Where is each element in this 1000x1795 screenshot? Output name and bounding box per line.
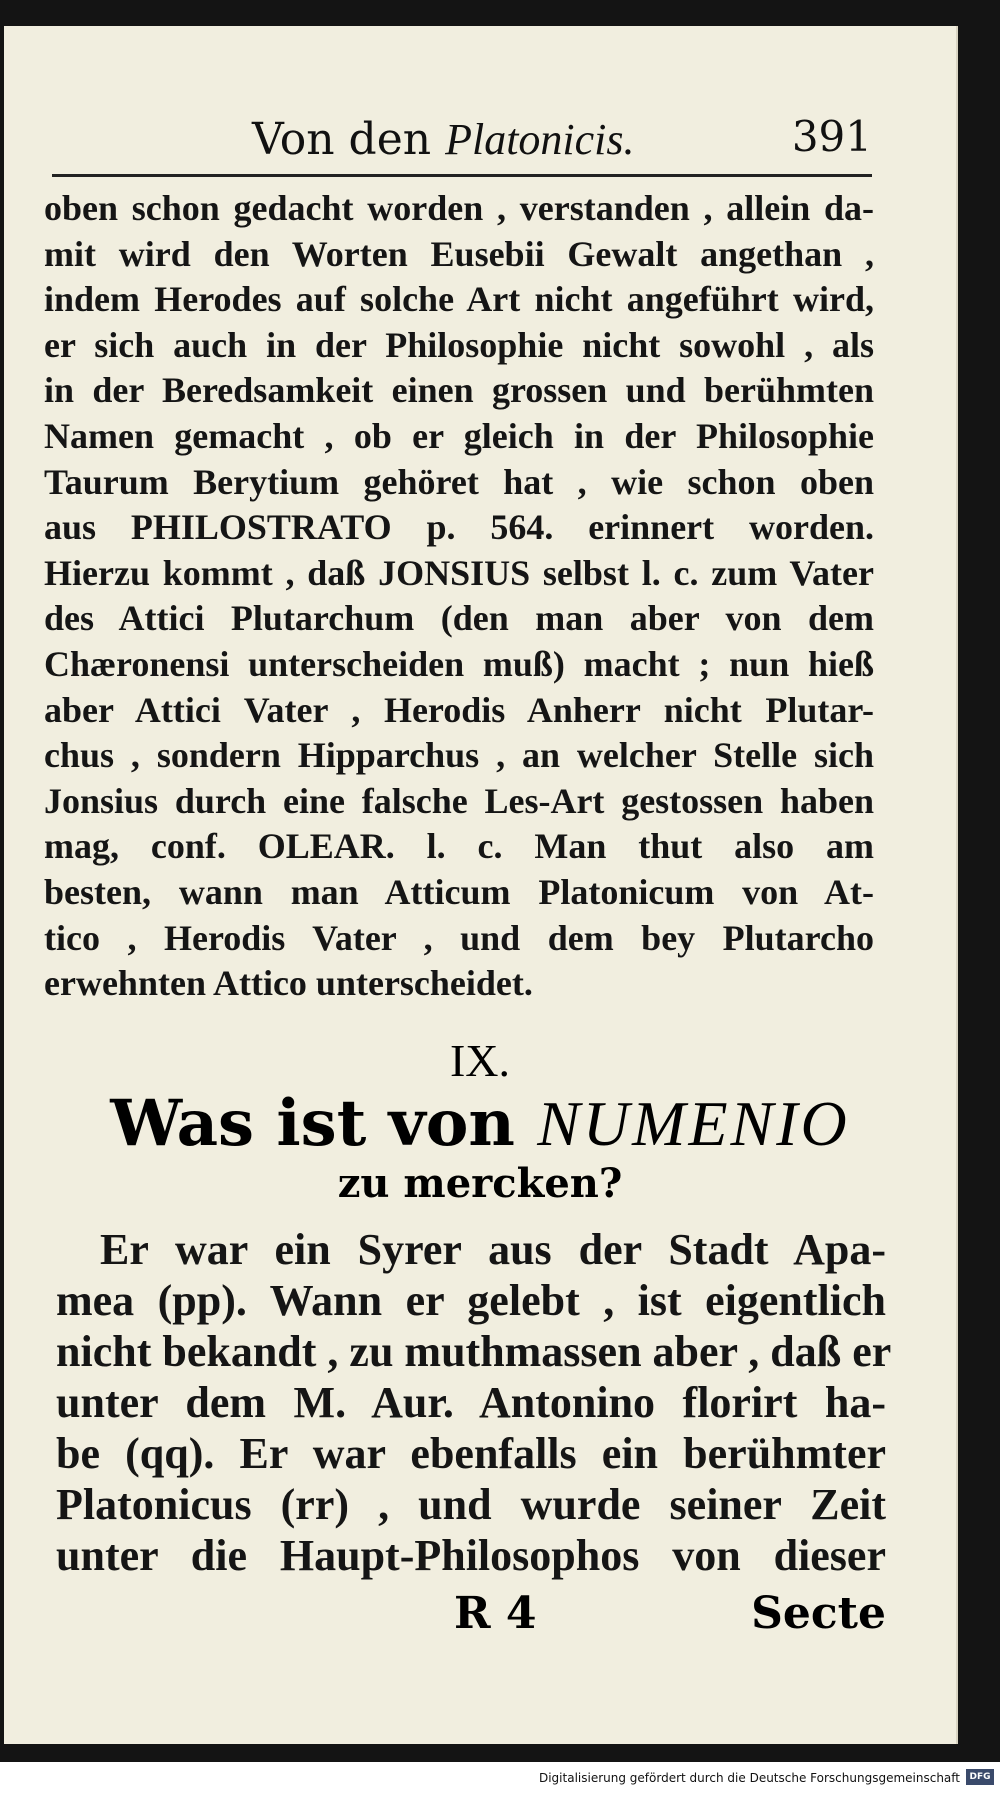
text-line: tico , Herodis Vater , und dem bey Plutarcho: [44, 917, 874, 958]
text-line: Er war ein Syrer aus der Stadt Apa-: [100, 1225, 886, 1274]
text-line: Platonicus (rr) , und wurde seiner Zeit: [56, 1480, 886, 1529]
text-line: des Attici Plutarchum (den man aber von dem: [44, 598, 874, 639]
text-line: besten, wann man Atticum Platonicum von At-: [44, 871, 874, 912]
text-line: Namen gemacht , ob er gleich in der Philosophie: [44, 415, 874, 456]
header-rule: [52, 174, 872, 177]
text-line: Taurum Berytium gehöret hat , wie schon oben: [44, 461, 874, 502]
text-line: aus PHILOSTRATO p. 564. erinnert worden.: [44, 507, 874, 548]
text-line: mag, conf. OLEAR. l. c. Man thut also am: [44, 826, 874, 867]
text-line: oben schon gedacht worden , verstanden , allein da-: [44, 188, 874, 228]
section-title: [4, 1086, 956, 1161]
text-line: be (qq). Er war ebenfalls ein berühmter: [56, 1429, 886, 1478]
running-title-prefix: Von den: [252, 114, 446, 165]
catchword: Secte: [751, 1588, 886, 1639]
signature-mark: R 4: [454, 1588, 537, 1639]
running-title: [252, 114, 635, 165]
text-line: in der Beredsamkeit einen grossen und berühmten: [44, 370, 874, 411]
text-line: erwehnten Attico unterscheidet.: [44, 963, 533, 1004]
paragraph-continuation: [44, 186, 874, 1007]
text-line: Jonsius durch eine falsche Les-Art gestossen haben: [44, 780, 874, 821]
page-number: 391: [791, 112, 872, 161]
text-line: chus , sondern Hipparchus , an welcher Stelle sich: [44, 735, 874, 776]
text-line: unter dem M. Aur. Antonino florirt ha-: [56, 1378, 886, 1427]
text-line: nicht bekandt , zu muthmassen aber , daß er: [56, 1327, 892, 1376]
section-title-prefix: Was ist von: [110, 1086, 538, 1161]
running-title-italic: Platonicis.: [445, 115, 635, 164]
running-header: [252, 84, 872, 174]
section-number: IX.: [449, 1035, 511, 1086]
section-subtitle: zu mercken?: [337, 1160, 623, 1207]
text-line: er sich auch in der Philosophie nicht sowohl , als: [44, 324, 874, 365]
footer-credit: Digitalisierung gefördert durch die Deutsche Forschungsgemeinschaft: [538, 1771, 960, 1785]
text-line: mit wird den Worten Eusebii Gewalt angethan ,: [44, 233, 874, 274]
text-line: indem Herodes auf solche Art nicht angeführt wird,: [44, 279, 874, 320]
section-title-name: NUMENIO: [537, 1088, 850, 1159]
text-line: mea (pp). Wann er gelebt , ist eigentlich: [56, 1276, 886, 1325]
text-line: Hierzu kommt , daß JONSIUS selbst l. c. zum Vater: [44, 552, 874, 593]
footer-bar: [0, 1762, 1000, 1795]
dfg-logo-icon: DFG: [966, 1769, 994, 1785]
paragraph-section: [56, 1224, 892, 1581]
text-line: unter die Haupt-Philosophos von dieser: [56, 1531, 886, 1580]
text-line: aber Attici Vater , Herodis Anherr nicht Plutar-: [44, 689, 874, 730]
text-line: Chæronensi unterscheiden muß) macht ; nun hieß: [44, 643, 874, 684]
book-page: [4, 26, 958, 1744]
